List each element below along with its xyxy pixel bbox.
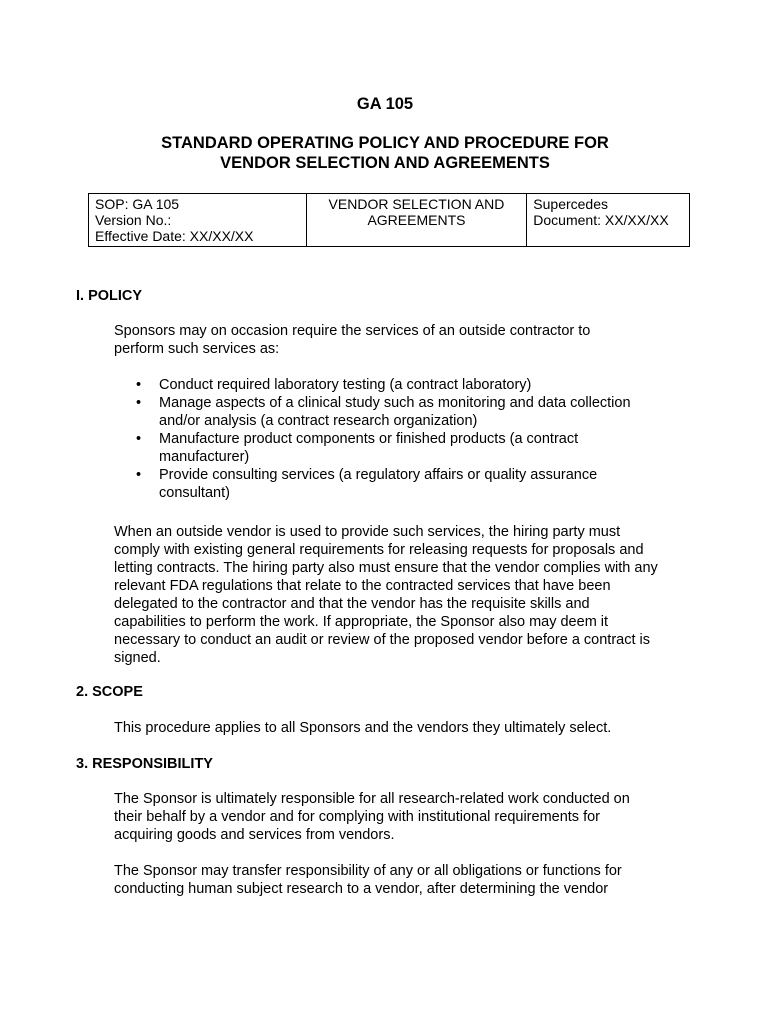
list-item-text: Conduct required laboratory testing (a contract laboratory) xyxy=(159,377,532,393)
responsibility-body-2: The Sponsor may transfer responsibility of any or all obligations or functions for conducting human subject research to a vendor, after determining the vendor xyxy=(114,863,622,897)
bullet-icon: • xyxy=(136,467,142,483)
list-item xyxy=(114,394,654,430)
sop-number: SOP: GA 105 xyxy=(95,196,180,212)
document-title xyxy=(0,133,770,173)
list-item xyxy=(114,376,654,394)
scope-body: This procedure applies to all Sponsors and the vendors they ultimately select. xyxy=(114,720,612,736)
sop-subject-cell xyxy=(306,194,527,247)
responsibility-heading: 3. RESPONSIBILITY xyxy=(76,756,213,772)
supercedes-label: Supercedes xyxy=(533,196,608,212)
scope-heading: 2. SCOPE xyxy=(76,684,143,700)
sop-info-row xyxy=(89,194,690,247)
bullet-icon: • xyxy=(136,395,142,411)
list-item xyxy=(114,466,654,502)
list-item xyxy=(114,430,654,466)
sop-identification-cell xyxy=(89,194,307,247)
bullet-icon: • xyxy=(136,377,142,393)
policy-intro: Sponsors may on occasion require the services of an outside contractor to perform such services as: xyxy=(114,323,591,357)
document-title-line-1: STANDARD OPERATING POLICY AND PROCEDURE FOR xyxy=(161,134,609,152)
policy-heading: I. POLICY xyxy=(76,288,143,304)
list-item-text: Provide consulting services (a regulatory affairs or quality assurance consultant) xyxy=(159,467,598,501)
supercedes-document: Document: XX/XX/XX xyxy=(533,212,669,228)
responsibility-body-1: The Sponsor is ultimately responsible for all research-related work conducted on their behalf by a vendor and for complying with institutional requirements for acquiring goods and services from vendors. xyxy=(114,791,630,843)
list-item-text: Manufacture product components or finished products (a contract manufacturer) xyxy=(159,431,579,465)
policy-service-list xyxy=(114,376,654,502)
document-title-line-2: VENDOR SELECTION AND AGREEMENTS xyxy=(220,154,550,172)
bullet-icon: • xyxy=(136,431,142,447)
version-number: Version No.: xyxy=(95,212,172,228)
document-code: GA 105 xyxy=(356,95,414,113)
effective-date: Effective Date: XX/XX/XX xyxy=(95,228,254,244)
sop-subject-line-2: AGREEMENTS xyxy=(367,212,466,228)
sop-subject-line-1: VENDOR SELECTION AND xyxy=(328,196,505,212)
sop-info-table xyxy=(88,193,690,247)
list-item-text: Manage aspects of a clinical study such as monitoring and data collection and/or analysis (a contract research organization) xyxy=(159,395,631,429)
policy-body: When an outside vendor is used to provide such services, the hiring party must comply with existing general requirements for releasing requests for proposals and letting contracts. The hiring party also must ensure that the vendor complies with any relevant FDA regulations that relate to the contracted services that have been delegated to the contractor and that the vendor has the requisite skills and capabilities to perform the work. If appropriate, the Sponsor also may deem it necessary to conduct an audit or review of the proposed vendor before a contract is signed. xyxy=(114,524,658,666)
supercedes-cell xyxy=(527,194,690,247)
